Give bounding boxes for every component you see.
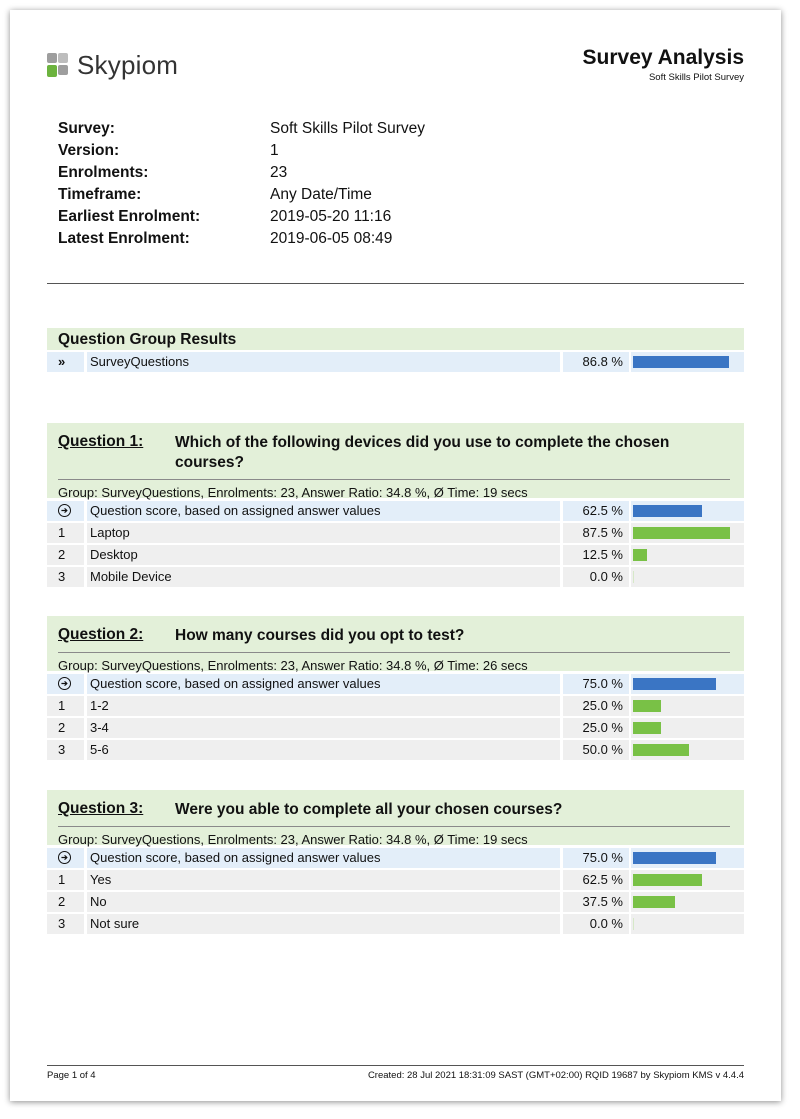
meta-row <box>58 230 425 252</box>
question-title-row <box>47 790 744 820</box>
answer-number: 2 <box>47 718 84 738</box>
question-stats: Group: SurveyQuestions, Enrolments: 23, Answer Ratio: 34.8 %, Ø Time: 26 secs <box>58 658 528 673</box>
survey-meta <box>58 120 425 252</box>
answer-label: Not sure <box>87 914 560 934</box>
answer-bar-cell <box>631 740 744 760</box>
answer-row <box>47 718 744 738</box>
created-stamp: Created: 28 Jul 2021 18:31:09 SAST (GMT+02:00) RQID 19687 by Skypiom KMS v 4.4.4 <box>367 1070 744 1081</box>
answer-number: 3 <box>47 740 84 760</box>
meta-value: Soft Skills Pilot Survey <box>270 120 426 137</box>
question-number: Question 1: <box>58 433 144 450</box>
question-text: How many courses did you opt to test? <box>175 627 465 644</box>
answer-label: Desktop <box>87 545 560 565</box>
page-footer <box>47 1065 744 1081</box>
answer-number: 3 <box>47 567 84 587</box>
answer-percent: 50.0 % <box>563 740 629 760</box>
logo-mark-icon <box>47 53 69 79</box>
answer-row <box>47 696 744 716</box>
answer-row <box>47 740 744 760</box>
brand-name: Skypiom <box>77 50 179 80</box>
question-number: Question 3: <box>58 800 144 817</box>
answer-bar-cell <box>631 892 744 912</box>
answer-label: Mobile Device <box>87 567 560 587</box>
answer-bar-cell <box>631 545 744 565</box>
answer-bar-cell <box>631 718 744 738</box>
score-percent: 62.5 % <box>563 501 629 521</box>
answer-percent: 25.0 % <box>563 718 629 738</box>
answer-row <box>47 914 744 934</box>
question-title-row <box>47 423 744 473</box>
double-chevron-right-icon: » <box>58 354 66 369</box>
answer-bar <box>633 527 730 539</box>
meta-key: Timeframe: <box>58 186 142 203</box>
answer-bar-cell <box>631 696 744 716</box>
question-text: Were you able to complete all your chosen courses? <box>175 801 563 818</box>
question-text: Which of the following devices did you use to complete the chosen courses? <box>175 434 670 471</box>
group-score-bar <box>633 356 729 368</box>
answer-percent: 0.0 % <box>563 567 629 587</box>
question-title-row <box>47 616 744 646</box>
circled-arrow-right-icon: ➔ <box>58 677 71 690</box>
meta-value: 23 <box>270 164 288 181</box>
answer-percent: 37.5 % <box>563 892 629 912</box>
meta-key: Latest Enrolment: <box>58 230 190 247</box>
answer-bar-cell <box>631 914 744 934</box>
report-subtitle: Soft Skills Pilot Survey <box>648 72 744 83</box>
question-header <box>47 423 744 498</box>
meta-row <box>58 208 425 230</box>
answer-bar <box>633 896 675 908</box>
question-number: Question 2: <box>58 626 144 643</box>
meta-key: Version: <box>58 142 120 159</box>
group-results-title: Question Group Results <box>58 331 237 348</box>
answer-row <box>47 870 744 890</box>
meta-value: 2019-05-20 11:16 <box>270 208 392 225</box>
answer-bar <box>633 700 661 712</box>
answer-number: 1 <box>47 523 84 543</box>
answer-bar-cell <box>631 523 744 543</box>
answer-label: 3-4 <box>87 718 560 738</box>
answer-row <box>47 523 744 543</box>
question-header <box>47 616 744 671</box>
score-bar <box>633 852 716 864</box>
answer-bar-cell <box>631 870 744 890</box>
answer-bar-cell <box>631 567 744 587</box>
report-page <box>10 10 781 1101</box>
score-label: Question score, based on assigned answer values <box>87 674 560 694</box>
score-bar-cell <box>631 501 744 521</box>
answer-row <box>47 567 744 587</box>
group-percent: 86.8 % <box>563 352 629 372</box>
meta-value: 1 <box>270 142 279 159</box>
meta-divider <box>47 283 744 284</box>
answer-percent: 12.5 % <box>563 545 629 565</box>
answer-number: 2 <box>47 892 84 912</box>
answer-number: 1 <box>47 696 84 716</box>
score-label: Question score, based on assigned answer values <box>87 501 560 521</box>
answer-number: 3 <box>47 914 84 934</box>
score-icon-cell <box>47 848 84 868</box>
answer-bar <box>633 571 634 583</box>
group-name: SurveyQuestions <box>87 352 560 372</box>
circled-arrow-right-icon: ➔ <box>58 851 71 864</box>
answer-bar <box>633 918 634 930</box>
score-bar-cell <box>631 848 744 868</box>
brand-logo <box>47 50 178 81</box>
answer-label: 5-6 <box>87 740 560 760</box>
question-score-row <box>47 501 744 521</box>
report-header <box>583 46 744 83</box>
score-percent: 75.0 % <box>563 674 629 694</box>
meta-key: Enrolments: <box>58 164 149 181</box>
meta-key: Earliest Enrolment: <box>58 208 201 225</box>
answer-percent: 0.0 % <box>563 914 629 934</box>
answer-label: No <box>87 892 560 912</box>
answer-number: 1 <box>47 870 84 890</box>
answer-number: 2 <box>47 545 84 565</box>
question-score-row <box>47 674 744 694</box>
group-result-row <box>47 352 744 372</box>
page-number: Page 1 of 4 <box>47 1070 96 1081</box>
meta-row <box>58 120 425 142</box>
score-icon-cell <box>47 674 84 694</box>
question-header <box>47 790 744 845</box>
answer-row <box>47 892 744 912</box>
meta-row <box>58 186 425 208</box>
answer-bar <box>633 722 661 734</box>
score-icon-cell <box>47 501 84 521</box>
score-percent: 75.0 % <box>563 848 629 868</box>
answer-label: Yes <box>87 870 560 890</box>
meta-value: Any Date/Time <box>270 186 372 203</box>
answer-percent: 87.5 % <box>563 523 629 543</box>
score-label: Question score, based on assigned answer values <box>87 848 560 868</box>
question-score-row <box>47 848 744 868</box>
meta-key: Survey: <box>58 120 115 137</box>
answer-label: Laptop <box>87 523 560 543</box>
score-bar-cell <box>631 674 744 694</box>
answer-bar <box>633 744 689 756</box>
answer-bar <box>633 549 647 561</box>
score-bar <box>633 678 716 690</box>
meta-row <box>58 142 425 164</box>
answer-label: 1-2 <box>87 696 560 716</box>
answer-row <box>47 545 744 565</box>
group-results-header <box>47 328 744 350</box>
score-bar <box>633 505 702 517</box>
answer-percent: 25.0 % <box>563 696 629 716</box>
question-stats: Group: SurveyQuestions, Enrolments: 23, Answer Ratio: 34.8 %, Ø Time: 19 secs <box>58 832 528 847</box>
circled-arrow-right-icon: ➔ <box>58 504 71 517</box>
meta-row <box>58 164 425 186</box>
report-title: Survey Analysis <box>582 46 744 69</box>
answer-percent: 62.5 % <box>563 870 629 890</box>
question-stats: Group: SurveyQuestions, Enrolments: 23, Answer Ratio: 34.8 %, Ø Time: 19 secs <box>58 485 528 500</box>
meta-value: 2019-06-05 08:49 <box>270 230 393 247</box>
answer-bar <box>633 874 702 886</box>
